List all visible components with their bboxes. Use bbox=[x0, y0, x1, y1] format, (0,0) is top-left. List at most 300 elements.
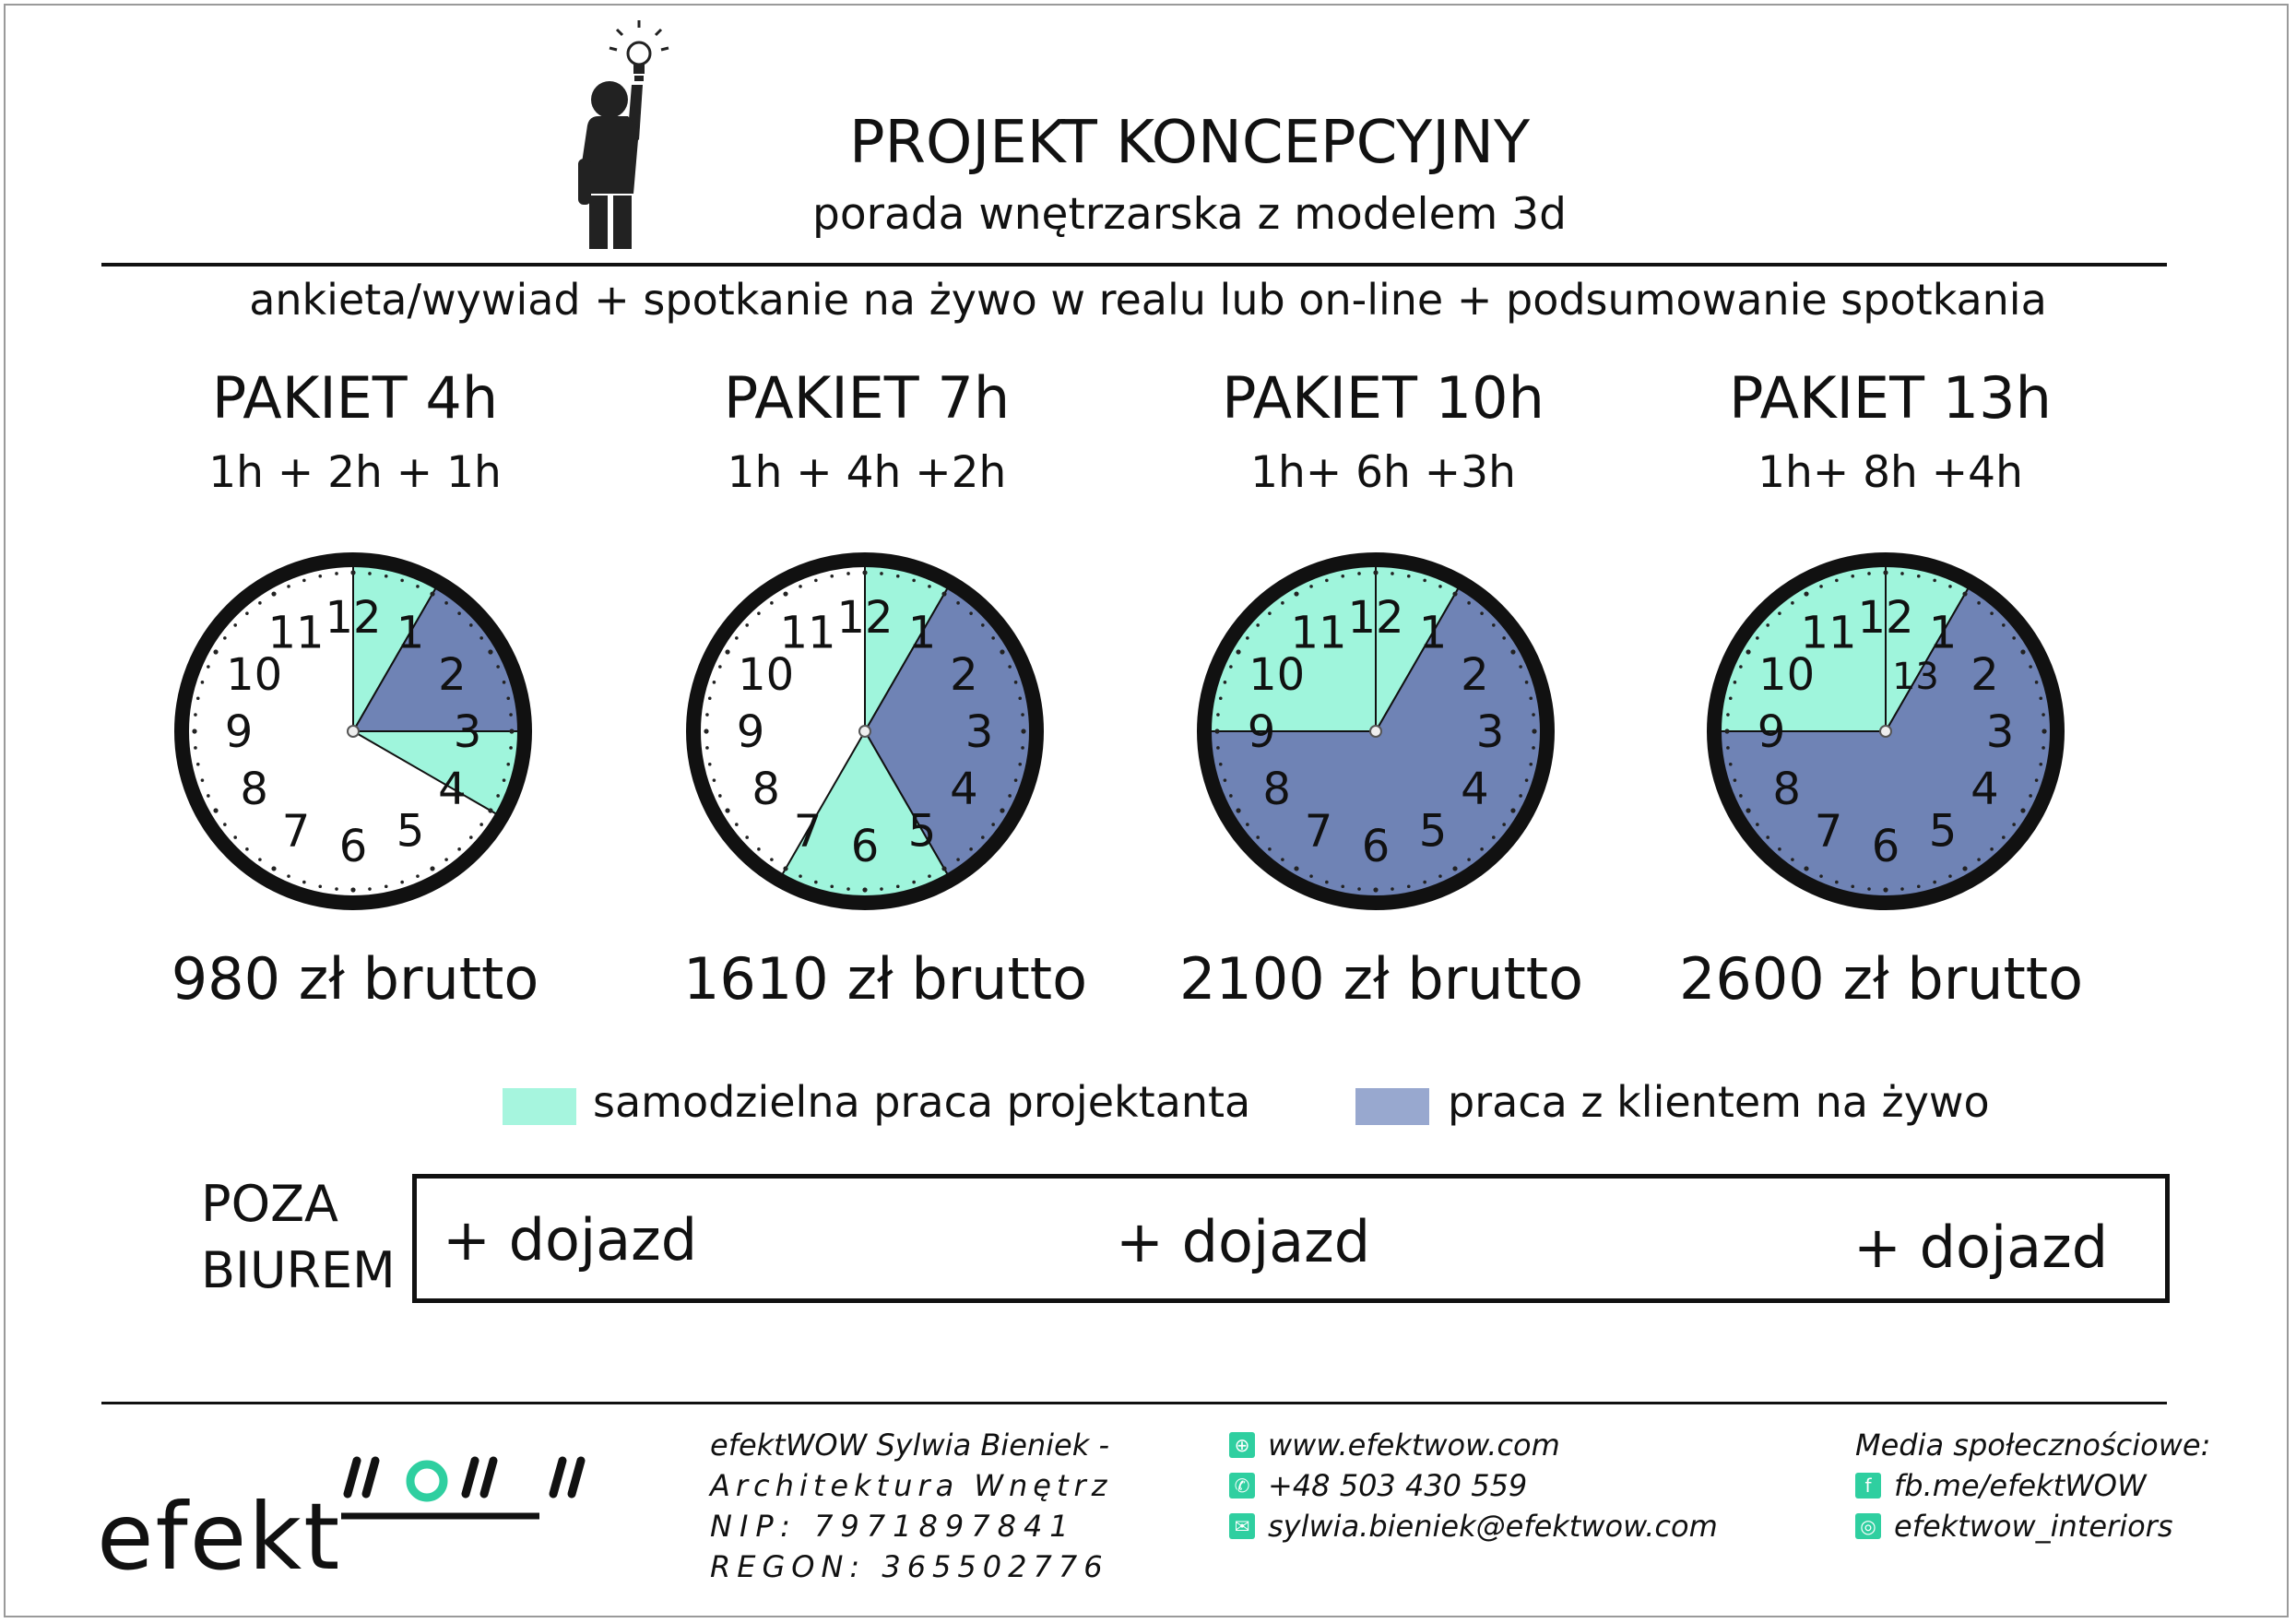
clock-tick bbox=[194, 746, 197, 750]
contact-list bbox=[1229, 1425, 1718, 1546]
clock-tick bbox=[271, 866, 276, 871]
clock-tick bbox=[1835, 881, 1839, 884]
poza-biurem-label bbox=[201, 1171, 396, 1304]
clock-tick bbox=[2029, 794, 2032, 798]
clock-tick bbox=[713, 681, 716, 684]
clock-package-4 bbox=[1701, 547, 2070, 916]
legend-swatch-solo bbox=[503, 1088, 576, 1125]
clock-tick bbox=[1492, 835, 1496, 839]
clock-tick bbox=[233, 623, 237, 627]
clock-tick bbox=[2020, 649, 2025, 654]
clock-tick bbox=[708, 696, 712, 700]
clock-tick bbox=[1021, 713, 1024, 717]
clock-tick bbox=[1236, 649, 1240, 654]
clock-number: 11 bbox=[267, 607, 325, 659]
clock-tick bbox=[350, 570, 355, 575]
phone-icon: ✆ bbox=[1229, 1473, 1255, 1499]
clock-tick bbox=[1977, 858, 1981, 861]
clock-tick bbox=[1726, 713, 1730, 717]
clock-tick bbox=[488, 808, 492, 812]
clock-tick bbox=[194, 713, 197, 717]
clock-tick bbox=[705, 746, 709, 750]
company-regon: REGON: 365502776 bbox=[710, 1549, 1109, 1584]
clock-tick bbox=[1229, 665, 1233, 669]
clock-number: 5 bbox=[1928, 805, 1958, 858]
clock-number: 1 bbox=[907, 607, 937, 659]
clock-tick bbox=[430, 866, 434, 871]
clock-center bbox=[859, 726, 870, 737]
instagram-text: efektwow_interiors bbox=[1894, 1509, 2173, 1544]
clock-number: 4 bbox=[438, 764, 467, 815]
clock-number: 3 bbox=[453, 706, 482, 758]
clock-number: 12 bbox=[325, 592, 382, 644]
clock-tick bbox=[213, 808, 218, 812]
clock-tick bbox=[302, 579, 306, 583]
clock-number: 3 bbox=[965, 706, 994, 758]
clock-tick bbox=[1021, 729, 1025, 733]
clock-number: 8 bbox=[1262, 764, 1291, 815]
price-package-3: 2100 zł brutto bbox=[1178, 945, 1584, 1013]
header-divider bbox=[101, 263, 2167, 267]
clock-tick bbox=[1948, 585, 1952, 588]
clock-tick bbox=[1519, 794, 1522, 798]
clock-tick bbox=[1246, 636, 1249, 640]
clock-tick bbox=[1883, 887, 1888, 892]
clock-tick bbox=[814, 881, 818, 884]
clock-tick bbox=[713, 778, 716, 782]
clock-tick bbox=[1819, 585, 1823, 588]
clock-tick bbox=[2002, 835, 2006, 839]
facebook-icon: f bbox=[1855, 1473, 1881, 1499]
clock-tick bbox=[196, 763, 200, 766]
clock-number: 5 bbox=[1418, 805, 1448, 858]
clock-tick bbox=[1510, 808, 1515, 812]
clock-tick bbox=[496, 665, 500, 669]
clock-tick bbox=[956, 601, 960, 605]
clock-tick bbox=[1407, 884, 1411, 888]
clock-tick bbox=[1724, 729, 1729, 733]
clock-tick bbox=[705, 713, 709, 717]
clock-package-1 bbox=[169, 547, 538, 916]
clock-number: 2 bbox=[1971, 649, 1999, 701]
clock-number: 6 bbox=[850, 821, 880, 872]
clock-tick bbox=[1000, 808, 1004, 812]
clock-tick bbox=[1452, 866, 1457, 871]
logo-text: efekt bbox=[97, 1483, 342, 1591]
clock-tick bbox=[223, 636, 227, 640]
clock-tick bbox=[981, 835, 985, 839]
clock-tick bbox=[223, 823, 227, 826]
clock-tick bbox=[1294, 591, 1298, 596]
clock-tick bbox=[1962, 591, 1967, 596]
clock-number: 11 bbox=[1800, 607, 1857, 659]
facebook-text: fb.me/efektWOW bbox=[1894, 1468, 2147, 1503]
clock-tick bbox=[509, 729, 514, 733]
company-nip: NIP: 7971897841 bbox=[710, 1509, 1076, 1544]
clock-number: 4 bbox=[1461, 764, 1489, 815]
clock-number: 3 bbox=[1985, 706, 2015, 758]
clock-tick bbox=[704, 729, 708, 733]
clock-tick bbox=[745, 835, 749, 839]
clock-tick bbox=[1502, 636, 1506, 640]
clock-tick bbox=[1341, 575, 1344, 578]
clock-center bbox=[1880, 726, 1891, 737]
poza-line-1: POZA bbox=[201, 1175, 339, 1233]
clock-number: 9 bbox=[224, 706, 254, 758]
clock-tick bbox=[1492, 623, 1496, 627]
clock-tick bbox=[2035, 681, 2039, 684]
clock-tick bbox=[1325, 579, 1329, 583]
clock-tick bbox=[1756, 636, 1759, 640]
contact-website[interactable] bbox=[1229, 1425, 1718, 1465]
clock-tick bbox=[1467, 858, 1471, 861]
clock-tick bbox=[991, 823, 995, 826]
clock-tick bbox=[880, 572, 883, 575]
clock-tick bbox=[991, 636, 995, 640]
clock-tick bbox=[1502, 823, 1506, 826]
clock-tick bbox=[1000, 649, 1004, 654]
clock-tick bbox=[1804, 866, 1808, 871]
clock-number: 5 bbox=[907, 805, 937, 858]
clock-number: 7 bbox=[793, 805, 823, 858]
clock-tick bbox=[770, 858, 774, 861]
clock-tick bbox=[1766, 623, 1769, 627]
clock-tick bbox=[1948, 874, 1952, 878]
clock-number: 8 bbox=[1772, 764, 1801, 815]
clock-center bbox=[348, 726, 359, 737]
clock-tick bbox=[941, 591, 946, 596]
clock-tick bbox=[941, 866, 946, 871]
email-text: sylwia.bieniek@efektwow.com bbox=[1268, 1509, 1718, 1544]
clock-tick bbox=[969, 611, 973, 615]
clock-tick bbox=[880, 887, 883, 891]
clock-tick bbox=[1014, 778, 1018, 782]
clock-tick bbox=[2042, 729, 2046, 733]
clock-tick bbox=[416, 874, 420, 878]
clock-tick bbox=[770, 601, 774, 605]
clock-tick bbox=[799, 585, 802, 588]
clock-tick bbox=[385, 575, 388, 578]
dojazd-2: + dojazd bbox=[1116, 1208, 1371, 1275]
dojazd-1: + dojazd bbox=[443, 1206, 698, 1274]
clock-number: 1 bbox=[1418, 607, 1448, 659]
clock-tick bbox=[400, 579, 404, 583]
clock-tick bbox=[1900, 572, 1904, 575]
clock-number: 2 bbox=[438, 649, 467, 701]
package-name-2: PAKIET 7h bbox=[723, 364, 1011, 432]
clock-tick bbox=[400, 881, 404, 884]
clock-tick bbox=[718, 794, 722, 798]
clock-tick bbox=[201, 681, 205, 684]
clock-tick bbox=[213, 649, 218, 654]
contact-phone[interactable] bbox=[1229, 1465, 1718, 1506]
package-name-1: PAKIET 4h bbox=[211, 364, 499, 432]
company-info bbox=[710, 1425, 1112, 1587]
clock-tick bbox=[725, 649, 729, 654]
clock-tick bbox=[2039, 763, 2042, 766]
clock-tick bbox=[981, 623, 985, 627]
social-facebook[interactable] bbox=[1855, 1465, 2210, 1506]
clock-tick bbox=[928, 585, 931, 588]
phone-text: +48 503 430 559 bbox=[1268, 1468, 1528, 1503]
clock-tick bbox=[1778, 847, 1781, 851]
clock-number: 3 bbox=[1475, 706, 1505, 758]
package-split-1: 1h + 2h + 1h bbox=[208, 447, 502, 498]
clock-tick bbox=[1867, 887, 1871, 891]
clock-tick bbox=[192, 729, 196, 733]
clock-tick bbox=[862, 570, 867, 575]
clock-number: 2 bbox=[950, 649, 978, 701]
clock-number: 7 bbox=[1304, 805, 1333, 858]
clock-tick bbox=[1452, 591, 1457, 596]
clock-tick bbox=[1391, 572, 1394, 575]
clock-center bbox=[1370, 726, 1381, 737]
clock-number: 6 bbox=[1871, 821, 1900, 872]
clock-tick bbox=[2020, 808, 2025, 812]
clock-tick bbox=[496, 794, 500, 798]
clock-number: 9 bbox=[1757, 706, 1786, 758]
clock-tick bbox=[1216, 746, 1220, 750]
clock-tick bbox=[1529, 763, 1533, 766]
package-name-3: PAKIET 10h bbox=[1222, 364, 1544, 432]
clock-tick bbox=[783, 591, 787, 596]
clock-tick bbox=[1917, 884, 1921, 888]
clock-tick bbox=[725, 808, 729, 812]
tagline: ankieta/wywiad + spotkanie na żywo w realu lub on-line + podsumowanie spotkania bbox=[249, 275, 2047, 325]
company-line-1: efektWOW Sylwia Bieniek - bbox=[710, 1428, 1109, 1463]
clock-number: 9 bbox=[736, 706, 765, 758]
clock-tick bbox=[1281, 858, 1284, 861]
clock-tick bbox=[2002, 623, 2006, 627]
clock-tick bbox=[2039, 696, 2042, 700]
clock-tick bbox=[1480, 847, 1484, 851]
clock-package-2 bbox=[681, 547, 1049, 916]
clock-tick bbox=[1933, 579, 1936, 583]
clock-tick bbox=[1778, 611, 1781, 615]
clock-tick bbox=[757, 847, 761, 851]
clock-tick bbox=[1391, 887, 1394, 891]
clock-tick bbox=[896, 575, 900, 578]
clock-number: 2 bbox=[1461, 649, 1489, 701]
clock-tick bbox=[1309, 585, 1313, 588]
clock-tick bbox=[1510, 649, 1515, 654]
clock-tick bbox=[1734, 778, 1737, 782]
clock-tick bbox=[385, 884, 388, 888]
clock-tick bbox=[1532, 746, 1535, 750]
clock-number: 8 bbox=[752, 764, 780, 815]
clock-tick bbox=[846, 572, 850, 575]
clock-number: 11 bbox=[779, 607, 836, 659]
clock-tick bbox=[488, 649, 492, 654]
clock-number: 9 bbox=[1247, 706, 1276, 758]
clock-tick bbox=[1467, 601, 1471, 605]
clock-tick bbox=[1532, 713, 1535, 717]
clock-tick bbox=[416, 585, 420, 588]
clock-tick bbox=[1746, 649, 1750, 654]
legend-label-solo: samodzielna praca projektanta bbox=[593, 1077, 1251, 1127]
price-package-2: 1610 zł brutto bbox=[682, 945, 1088, 1013]
instagram-icon: ◎ bbox=[1855, 1513, 1881, 1539]
clock-tick bbox=[1373, 570, 1378, 575]
contact-email[interactable] bbox=[1229, 1506, 1718, 1546]
package-name-4: PAKIET 13h bbox=[1729, 364, 2052, 432]
clock-tick bbox=[258, 858, 262, 861]
clock-number: 12 bbox=[836, 592, 894, 644]
clock-tick bbox=[1357, 887, 1361, 891]
clock-tick bbox=[1726, 746, 1730, 750]
clock-tick bbox=[1373, 887, 1378, 892]
clock-tick bbox=[201, 778, 205, 782]
clock-tick bbox=[1519, 665, 1522, 669]
clock-tick bbox=[1900, 887, 1904, 891]
clock-tick bbox=[2012, 636, 2016, 640]
clock-tick bbox=[1739, 665, 1743, 669]
clock-tick bbox=[1729, 763, 1733, 766]
clock-tick bbox=[708, 763, 712, 766]
dojazd-3: + dojazd bbox=[1853, 1214, 2109, 1281]
clock-tick bbox=[1014, 681, 1018, 684]
clock-tick bbox=[503, 681, 506, 684]
clock-tick bbox=[233, 835, 237, 839]
clock-tick bbox=[469, 623, 473, 627]
clock-tick bbox=[506, 696, 510, 700]
page-subtitle: porada wnętrzarska z modelem 3d bbox=[812, 189, 1567, 240]
clock-tick bbox=[1835, 579, 1839, 583]
clock-tick bbox=[830, 575, 834, 578]
clock-tick bbox=[1325, 881, 1329, 884]
clock-tick bbox=[506, 763, 510, 766]
clock-tick bbox=[469, 835, 473, 839]
footer-divider bbox=[101, 1402, 2167, 1404]
clock-tick bbox=[245, 847, 249, 851]
clock-tick bbox=[479, 636, 483, 640]
clock-tick bbox=[1990, 847, 1994, 851]
clock-tick bbox=[1216, 713, 1220, 717]
clock-tick bbox=[1407, 575, 1411, 578]
clock-tick bbox=[735, 636, 739, 640]
price-package-4: 2600 zł brutto bbox=[1678, 945, 2084, 1013]
clock-tick bbox=[912, 881, 916, 884]
clock-tick bbox=[479, 823, 483, 826]
clock-tick bbox=[1756, 823, 1759, 826]
clock-tick bbox=[1766, 835, 1769, 839]
clock-tick bbox=[1525, 681, 1529, 684]
clock-tick bbox=[1734, 681, 1737, 684]
clock-tick bbox=[1917, 575, 1921, 578]
clock-number: 1 bbox=[1928, 607, 1958, 659]
package-split-4: 1h+ 8h +4h bbox=[1758, 447, 2023, 498]
clock-tick bbox=[2012, 823, 2016, 826]
clock-tick bbox=[2042, 713, 2045, 717]
clock-tick bbox=[757, 611, 761, 615]
clock-tick bbox=[196, 696, 200, 700]
clock-tick bbox=[1224, 778, 1227, 782]
clock-tick bbox=[956, 858, 960, 861]
clock-tick bbox=[1739, 794, 1743, 798]
clock-tick bbox=[1729, 696, 1733, 700]
clock-number: 12 bbox=[1857, 592, 1914, 644]
clock-tick bbox=[1256, 835, 1260, 839]
clock-tick bbox=[1008, 794, 1012, 798]
clock-tick bbox=[287, 585, 290, 588]
clock-tick bbox=[1018, 763, 1022, 766]
clock-number: 4 bbox=[950, 764, 978, 815]
website-text: www.efektwow.com bbox=[1268, 1428, 1560, 1463]
clock-tick bbox=[969, 847, 973, 851]
clock-number: 8 bbox=[240, 764, 268, 815]
clock-tick bbox=[799, 874, 802, 878]
clock-tick bbox=[896, 884, 900, 888]
clock-tick bbox=[1525, 778, 1529, 782]
package-split-2: 1h + 4h +2h bbox=[727, 447, 1007, 498]
clock-tick bbox=[503, 778, 506, 782]
clock-tick bbox=[1236, 808, 1240, 812]
clock-tick bbox=[1246, 823, 1249, 826]
clock-tick bbox=[1819, 874, 1823, 878]
clock-tick bbox=[1791, 858, 1794, 861]
clock-number: 7 bbox=[281, 805, 311, 858]
clock-tick bbox=[335, 887, 338, 891]
clock-tick bbox=[1018, 696, 1022, 700]
social-instagram[interactable] bbox=[1855, 1506, 2210, 1546]
clock-tick bbox=[2035, 778, 2039, 782]
clock-tick bbox=[2042, 746, 2045, 750]
globe-icon: ⊕ bbox=[1229, 1432, 1255, 1458]
clock-tick bbox=[368, 887, 372, 891]
clock-tick bbox=[1804, 591, 1808, 596]
clock-tick bbox=[783, 866, 787, 871]
clock-tick bbox=[1357, 572, 1361, 575]
clock-tick bbox=[1933, 881, 1936, 884]
clock-tick bbox=[1268, 611, 1272, 615]
clock-tick bbox=[1962, 866, 1967, 871]
clock-number: 7 bbox=[1814, 805, 1843, 858]
clock-tick bbox=[509, 746, 513, 750]
clock-tick bbox=[1224, 681, 1227, 684]
social-title: Media społecznościowe: bbox=[1855, 1428, 2211, 1463]
legend-label-client: praca z klientem na żywo bbox=[1448, 1077, 1990, 1127]
clock-tick bbox=[271, 591, 276, 596]
clock-tick bbox=[1021, 746, 1024, 750]
clock-tick bbox=[1281, 601, 1284, 605]
clock-tick bbox=[1256, 623, 1260, 627]
package-split-3: 1h+ 6h +3h bbox=[1250, 447, 1516, 498]
clock-tick bbox=[1268, 847, 1272, 851]
price-package-1: 980 zł brutto bbox=[171, 945, 539, 1013]
clock-number: 10 bbox=[1249, 649, 1306, 701]
clock-tick bbox=[1791, 601, 1794, 605]
clock-tick bbox=[1977, 601, 1981, 605]
clock-tick bbox=[830, 884, 834, 888]
clock-number: 6 bbox=[338, 821, 368, 872]
clock-extra-label: 13 bbox=[1891, 656, 1939, 699]
clock-tick bbox=[1529, 696, 1533, 700]
clock-tick bbox=[1851, 884, 1854, 888]
clock-tick bbox=[207, 794, 210, 798]
mail-icon: ✉ bbox=[1229, 1513, 1255, 1539]
clock-tick bbox=[258, 601, 262, 605]
clock-tick bbox=[350, 887, 355, 892]
clock-tick bbox=[1294, 866, 1298, 871]
clock-tick bbox=[335, 572, 338, 575]
clock-tick bbox=[862, 887, 867, 892]
clock-number: 4 bbox=[1971, 764, 1999, 815]
clock-tick bbox=[457, 847, 461, 851]
clock-tick bbox=[846, 887, 850, 891]
legend-swatch-client bbox=[1355, 1088, 1429, 1125]
clock-number: 10 bbox=[1758, 649, 1816, 701]
clock-tick bbox=[287, 874, 290, 878]
